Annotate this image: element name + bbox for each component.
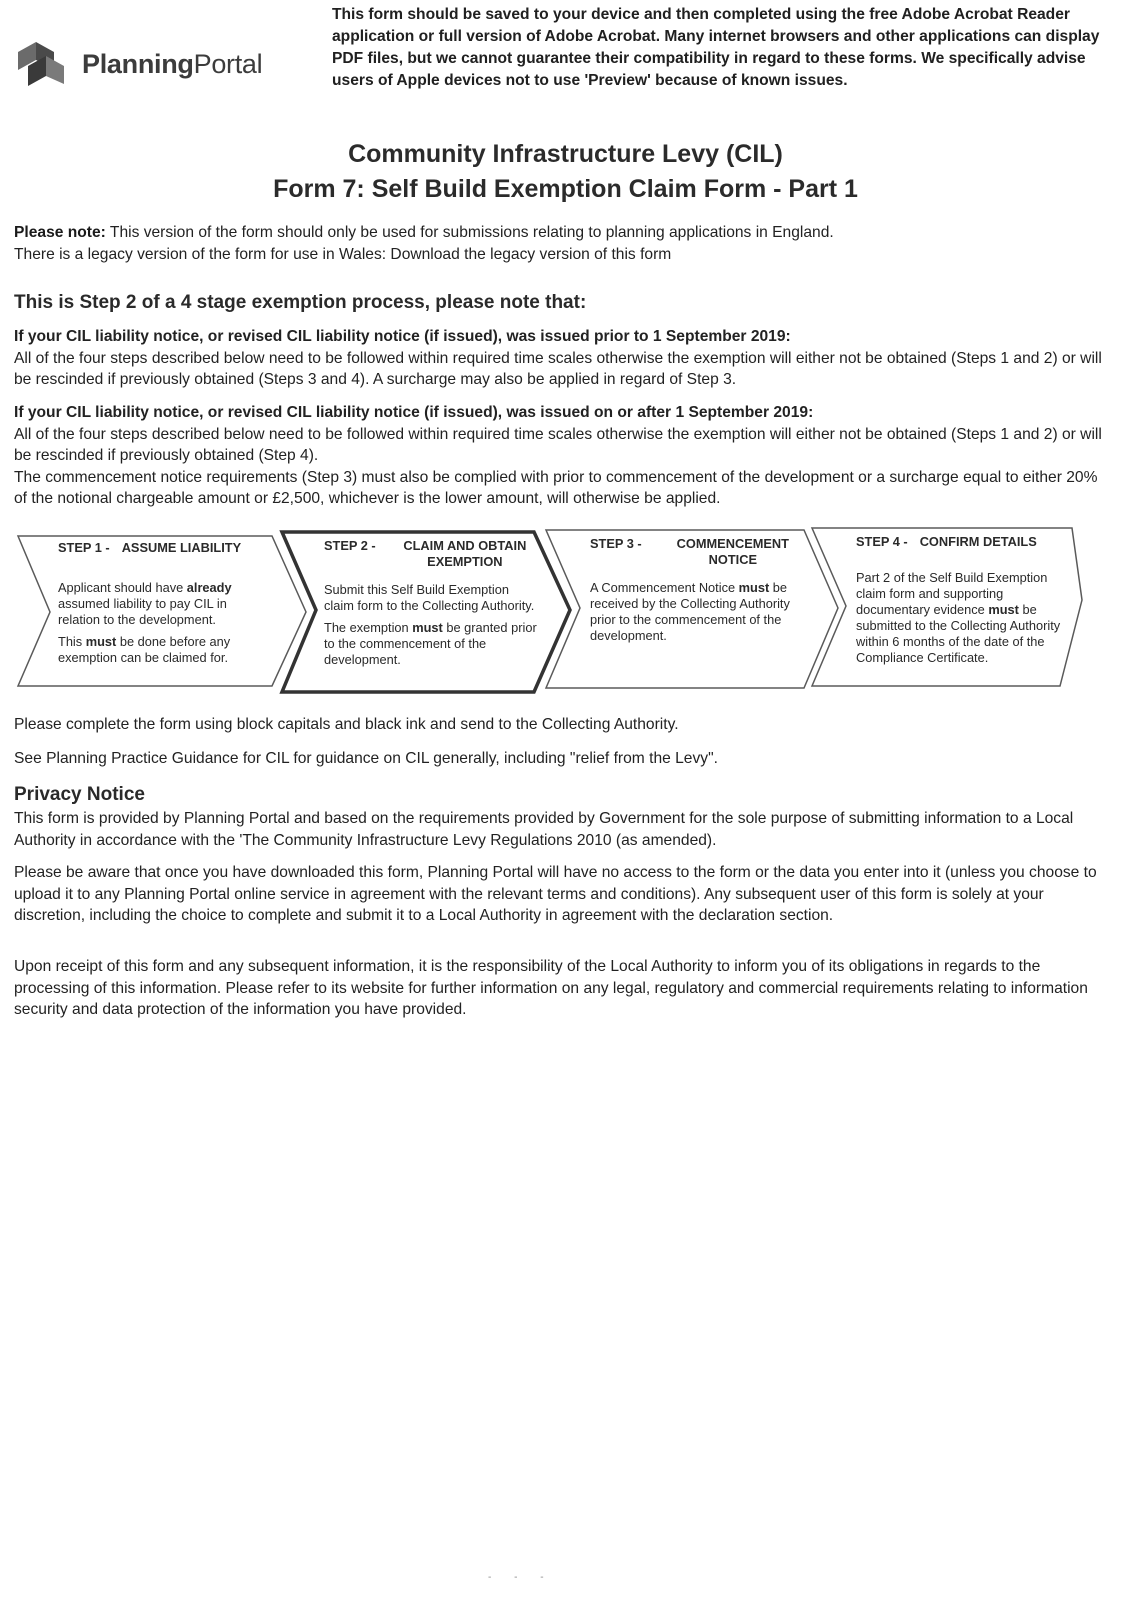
please-note bbox=[14, 222, 1114, 265]
step-1-text-2: This must be done before any exemption can be claimed for. bbox=[58, 634, 231, 665]
please-note-label: Please note: bbox=[14, 224, 106, 241]
form-title-line2: Form 7: Self Build Exemption Claim Form - Part 1 bbox=[273, 175, 858, 203]
step-4-heading: STEP 4 - CONFIRM DETAILS bbox=[856, 534, 1037, 549]
prior-heading: If your CIL liability notice, or revised CIL liability notice (if issued), was issued prior to 1 September 2019: bbox=[14, 328, 791, 345]
page-marks: - - - bbox=[488, 1572, 554, 1583]
step-2-heading: STEP 2 - CLAIM AND OBTAIN EXEMPTION bbox=[324, 538, 527, 569]
prior-section bbox=[14, 326, 1114, 391]
prior-text: All of the four steps described below need to be followed within required time scales otherwise the exemption will either not be obtained (Steps 1 and 2) or will be rescinded if previously obtained (Steps 3 and 4). A surcharge may also be applied in regard of Step 3. bbox=[14, 349, 1102, 388]
step-heading: This is Step 2 of a 4 stage exemption process, please note that: bbox=[14, 292, 587, 313]
after-heading: If your CIL liability notice, or revised CIL liability notice (if issued), was issued on or after 1 September 2019: bbox=[14, 404, 814, 421]
instructions-line1: Please complete the form using block capitals and black ink and send to the Collecting Authority. bbox=[14, 716, 679, 733]
steps-banner bbox=[14, 526, 1084, 698]
privacy-heading: Privacy Notice bbox=[14, 784, 145, 805]
after-text-2: The commencement notice requirements (Step 3) must also be complied with prior to commencement of the development or a surcharge equal to either 20% of the notional chargeable amount or £2,500, whichever is the lower amount, will otherwise be applied. bbox=[14, 468, 1098, 507]
step-2-text-2: The exemption must be granted prior to the commencement of the development. bbox=[324, 620, 537, 667]
after-text: All of the four steps described below need to be followed within required time scales otherwise the exemption will either not be obtained (Steps 1 and 2) or will be rescinded if previously obtained (Step 4). bbox=[14, 425, 1102, 464]
form-title-line1: Community Infrastructure Levy (CIL) bbox=[348, 140, 783, 168]
privacy-paragraph-2: Please be aware that once you have downloaded this form, Planning Portal will have no access to the form or the data you enter into it (unless you choose to upload it to any Planning Portal online service in agreement with the relevant terms and conditions). Any subsequent user of this form is solely at your discretion, including the choice to complete and submit it to a Local Authority in agreement with the declaration section. bbox=[14, 864, 1097, 924]
step-1-text: Applicant should have already assumed liability to pay CIL in relation to the development. bbox=[58, 580, 232, 627]
privacy-paragraph-1: This form is provided by Planning Portal and based on the requirements provided by Government for the sole purpose of submitting information to a Local Authority in accordance with the 'The Community Infrastructure Levy Regulations 2010 (as amended). bbox=[14, 810, 1074, 849]
step-2 bbox=[324, 538, 542, 674]
step-3-text: A Commencement Notice must be received by the Collecting Authority prior to the commencement of the development. bbox=[590, 580, 790, 643]
step-2-text: Submit this Self Build Exemption claim form to the Collecting Authority. bbox=[324, 582, 535, 613]
step-3-heading: STEP 3 - COMMENCEMENT NOTICE bbox=[590, 536, 789, 567]
after-section bbox=[14, 402, 1114, 510]
please-note-text: This version of the form should only be used for submissions relating to planning applications in England. bbox=[105, 224, 834, 241]
step-1 bbox=[58, 540, 268, 672]
legacy-version-text[interactable]: There is a legacy version of the form for use in Wales: Download the legacy version of this form bbox=[14, 245, 672, 263]
privacy-paragraph-3: Upon receipt of this form and any subsequent information, it is the responsibility of the Local Authority to inform you of its obligations in regards to the processing of this information. Please refer to its website for further information on any legal, regulatory and commercial requirements relating to information security and data protection of the information you have provided. bbox=[14, 958, 1088, 1018]
step-4 bbox=[856, 534, 1080, 672]
planning-portal-logo bbox=[14, 38, 262, 90]
step-3 bbox=[590, 536, 812, 650]
planning-portal-logo-icon bbox=[14, 38, 70, 90]
software-notice: This form should be saved to your device and then completed using the free Adobe Acrobat Reader application or full version of Adobe Acrobat. Many internet browsers and other applications can display PDF files, but we cannot guarantee their compatibility in regard to these forms. We specifically advise users of Apple devices not to use 'Preview' because of known issues. bbox=[332, 6, 1100, 89]
instructions-line2[interactable]: See Planning Practice Guidance for CIL for guidance on CIL generally, including "relief from the Levy". bbox=[14, 750, 718, 767]
step-4-text: Part 2 of the Self Build Exemption claim form and supporting documentary evidence must be submitted to the Collecting Authority within 6 months of the date of the Compliance Certificate. bbox=[856, 570, 1061, 665]
logo-wordmark: PlanningPortal bbox=[82, 48, 263, 79]
step-1-heading: STEP 1 - ASSUME LIABILITY bbox=[58, 540, 242, 555]
